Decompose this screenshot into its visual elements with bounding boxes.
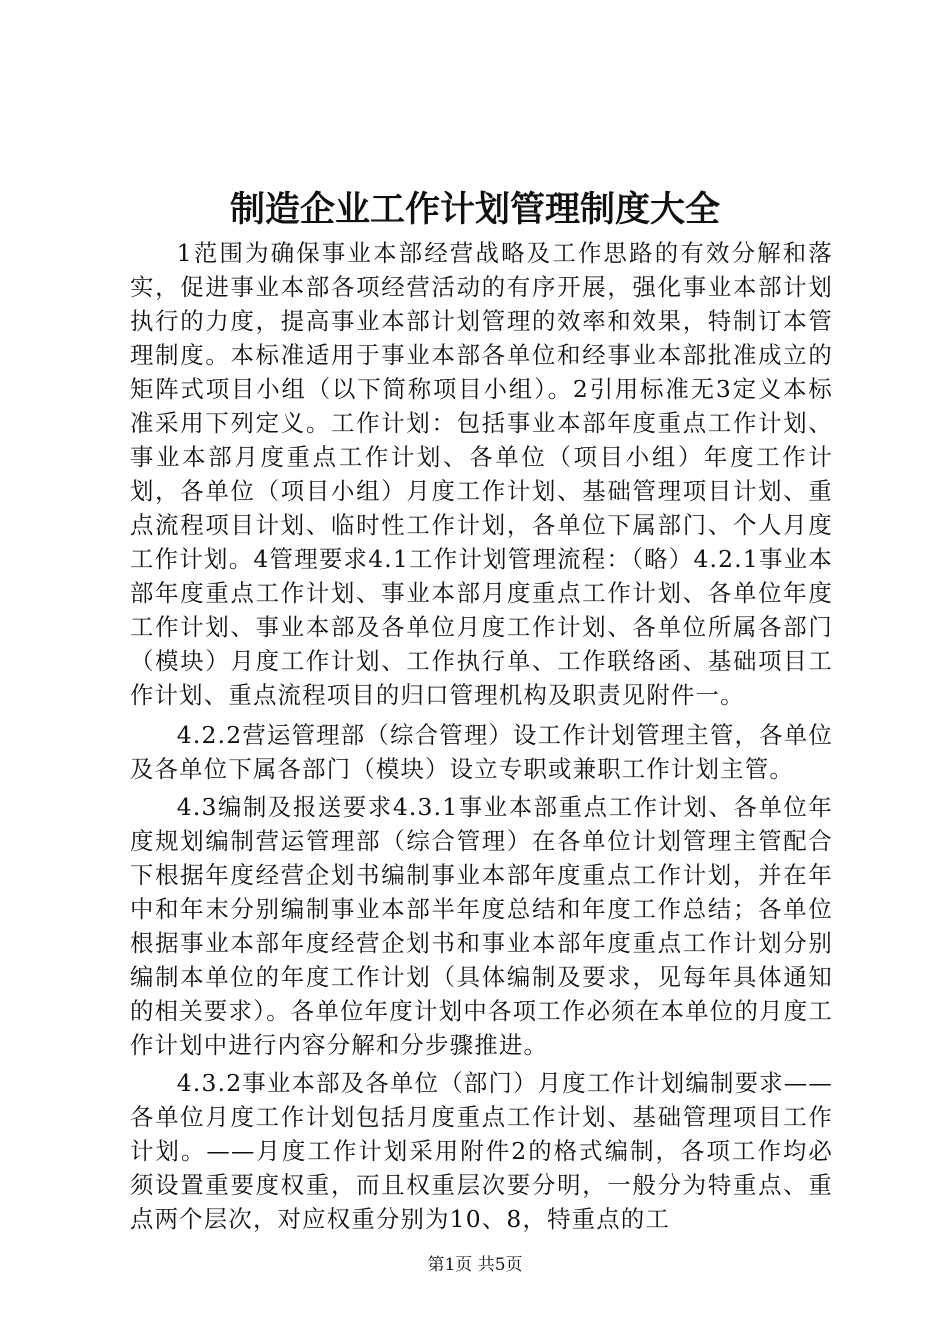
document-body [130, 236, 833, 1240]
paragraph: 4.3.2事业本部及各单位（部门）月度工作计划编制要求——各单位月度工作计划包括月度重点工作计划、基础管理项目工作计划。——月度工作计划采用附件2的格式编制，各项工作均必须设置重要度权重，而且权重层次要分明，一般分为特重点、重点两个层次，对应权重分别为10、8，特重点的工 [130, 1069, 833, 1233]
document-title: 制造企业工作计划管理制度大全 [229, 189, 720, 230]
page-number-footer: 第1页 共5页 [427, 1255, 523, 1275]
paragraph: 4.3编制及报送要求4.3.1事业本部重点工作计划、各单位年度规划编制营运管理部（综合管理）在各单位计划管理主管配合下根据年度经营企划书编制事业本部年度重点工作计划，并在年中和年末分别编制事业本部半年度总结和年度工作总结；各单位根据事业本部年度经营企划书和事业本部年度重点工作计划分别编制本单位的年度工作计划（具体编制及要求，见每年具体通知的相关要求）。各单位年度计划中各项工作必须在本单位的月度工作计划中进行内容分解和分步骤推进。 [130, 793, 833, 1059]
paragraph: 1范围为确保事业本部经营战略及工作思路的有效分解和落实，促进事业本部各项经营活动的有序开展，强化事业本部计划执行的力度，提高事业本部计划管理的效率和效果，特制订本管理制度。本标准适用于事业本部各单位和经事业本部批准成立的矩阵式项目小组（以下简称项目小组）。2引用标准无3定义本标准采用下列定义。工作计划：包括事业本部年度重点工作计划、事业本部月度重点工作计划、各单位（项目小组）年度工作计划，各单位（项目小组）月度工作计划、基础管理项目计划、重点流程项目计划、临时性工作计划，各单位下属部门、个人月度工作计划。4管理要求4.1工作计划管理流程：（略）4.2.1事业本部年度重点工作计划、事业本部月度重点工作计划、各单位年度工作计划、事业本部及各单位月度工作计划、各单位所属各部门（模块）月度工作计划、工作执行单、工作联络函、基础项目工作计划、重点流程项目的归口管理机构及职责见附件一。 [130, 239, 833, 709]
paragraph: 4.2.2营运管理部（综合管理）设工作计划管理主管，各单位及各单位下属各部门（模块）设立专职或兼职工作计划主管。 [130, 721, 833, 783]
